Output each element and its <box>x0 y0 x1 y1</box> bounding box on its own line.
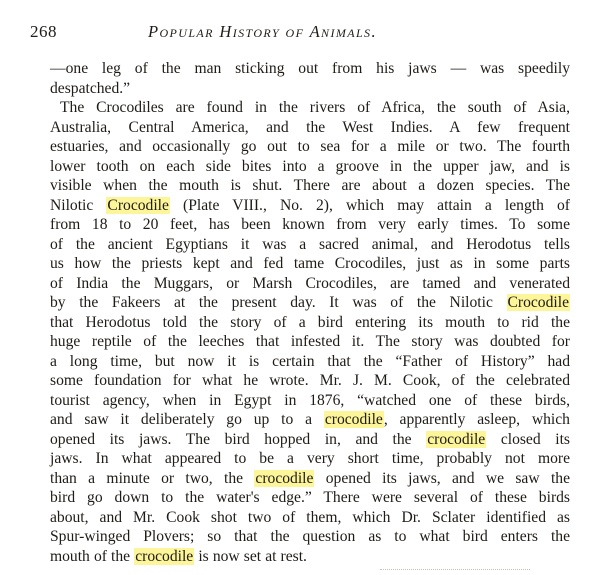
text-run: that Herodotus told the story of a bird entering its mouth to rid the <box>50 313 570 331</box>
text-run: of India the Muggars, or Marsh Crocodiles, are tamed and venerated <box>50 274 570 292</box>
text-run: The Crocodiles are found in the rivers of Africa, the south of Asia, <box>60 99 570 116</box>
highlighted-term: Crocodile <box>507 294 569 311</box>
text-line <box>50 352 570 372</box>
text-line <box>50 449 570 469</box>
text-run: visible when the mouth is shut. There are about a dozen species. The <box>50 177 570 194</box>
text-line <box>50 98 570 118</box>
text-line <box>50 293 570 313</box>
text-line <box>50 274 570 294</box>
text-run: Australia, Central America, and the West Indies. A few frequent <box>50 118 570 136</box>
page-number: 268 <box>30 22 57 41</box>
text-line <box>50 391 570 411</box>
text-run: estuaries, and occasionally go out to sea for a mile or two. The fourth <box>50 138 570 155</box>
text-run: jaws. In what appeared to be a very short time, probably not more <box>50 450 570 467</box>
text-run: mouth of the <box>50 547 135 565</box>
text-run: huge reptile of the leeches that infested it. The story was doubted for <box>50 333 570 350</box>
text-line <box>50 157 570 177</box>
text-line <box>50 215 570 235</box>
text-run: lower tooth on each side bites into a groove in the upper jaw, and is <box>50 157 570 175</box>
text-run: —one leg of the man sticking out from his jaws — was speedily <box>50 60 570 77</box>
text-line <box>50 332 570 352</box>
text-run: about, and Mr. Cook shot two of them, which Dr. Sclater identified as <box>50 508 570 526</box>
highlighted-term: crocodile <box>135 547 194 565</box>
highlighted-term: Crocodile <box>107 196 169 214</box>
text-line <box>50 313 570 333</box>
text-line <box>50 254 570 274</box>
text-line <box>50 527 570 547</box>
text-line <box>50 176 570 196</box>
text-run: tourist agency, when in Egypt in 1876, “watched one of these birds, <box>50 391 570 409</box>
next-line-fragment <box>380 569 530 575</box>
text-line <box>50 430 570 450</box>
text-run: opened its jaws, and we saw the <box>314 469 570 487</box>
text-run: is now set at rest. <box>194 547 307 565</box>
text-line <box>50 59 570 79</box>
text-run: of the ancient Egyptians it was a sacred animal, and Herodotus tells <box>50 235 570 253</box>
text-run: bird go down to the water's edge.” There were several of these birds <box>50 489 570 506</box>
page-header <box>30 22 570 44</box>
text-line <box>50 410 570 430</box>
text-line <box>50 235 570 255</box>
text-line <box>50 547 570 567</box>
text-run: despatched.” <box>50 79 131 97</box>
highlighted-term: crocodile <box>255 469 314 487</box>
text-line <box>50 508 570 528</box>
highlighted-term: crocodile <box>427 430 486 448</box>
text-line <box>50 371 570 391</box>
text-run: us how the priests kept and fed tame Crocodiles, just as in some parts <box>50 255 570 272</box>
text-run: opened its jaws. The bird hopped in, and the <box>50 430 427 448</box>
text-run: closed its <box>486 430 570 448</box>
text-run: by the Fakeers at the present day. It was of the Nilotic <box>50 294 507 311</box>
text-run: and saw it deliberately go up to a <box>50 411 324 428</box>
text-line <box>50 79 570 99</box>
body-text <box>50 59 570 566</box>
text-run: some foundation for what he wrote. Mr. J. M. Cook, of the celebrated <box>50 372 570 389</box>
text-run: than a minute or two, the <box>50 469 255 487</box>
text-line <box>50 118 570 138</box>
text-run: from 18 to 20 feet, has been known from very early times. To some <box>50 216 570 233</box>
text-run: (Plate VIII., No. 2), which may attain a length of <box>169 196 570 214</box>
text-run: Nilotic <box>50 196 107 214</box>
text-line <box>50 488 570 508</box>
text-run: a long time, but now it is certain that the “Father of History” had <box>50 352 570 370</box>
text-line <box>50 469 570 489</box>
text-line <box>50 137 570 157</box>
running-head: Popular History of Animals. <box>148 22 377 41</box>
text-line <box>50 196 570 216</box>
highlighted-term: crocodile <box>324 411 383 428</box>
text-run: Spur-winged Plovers; so that the question as to what bird enters the <box>50 528 570 545</box>
text-run: , apparently asleep, which <box>383 411 570 428</box>
